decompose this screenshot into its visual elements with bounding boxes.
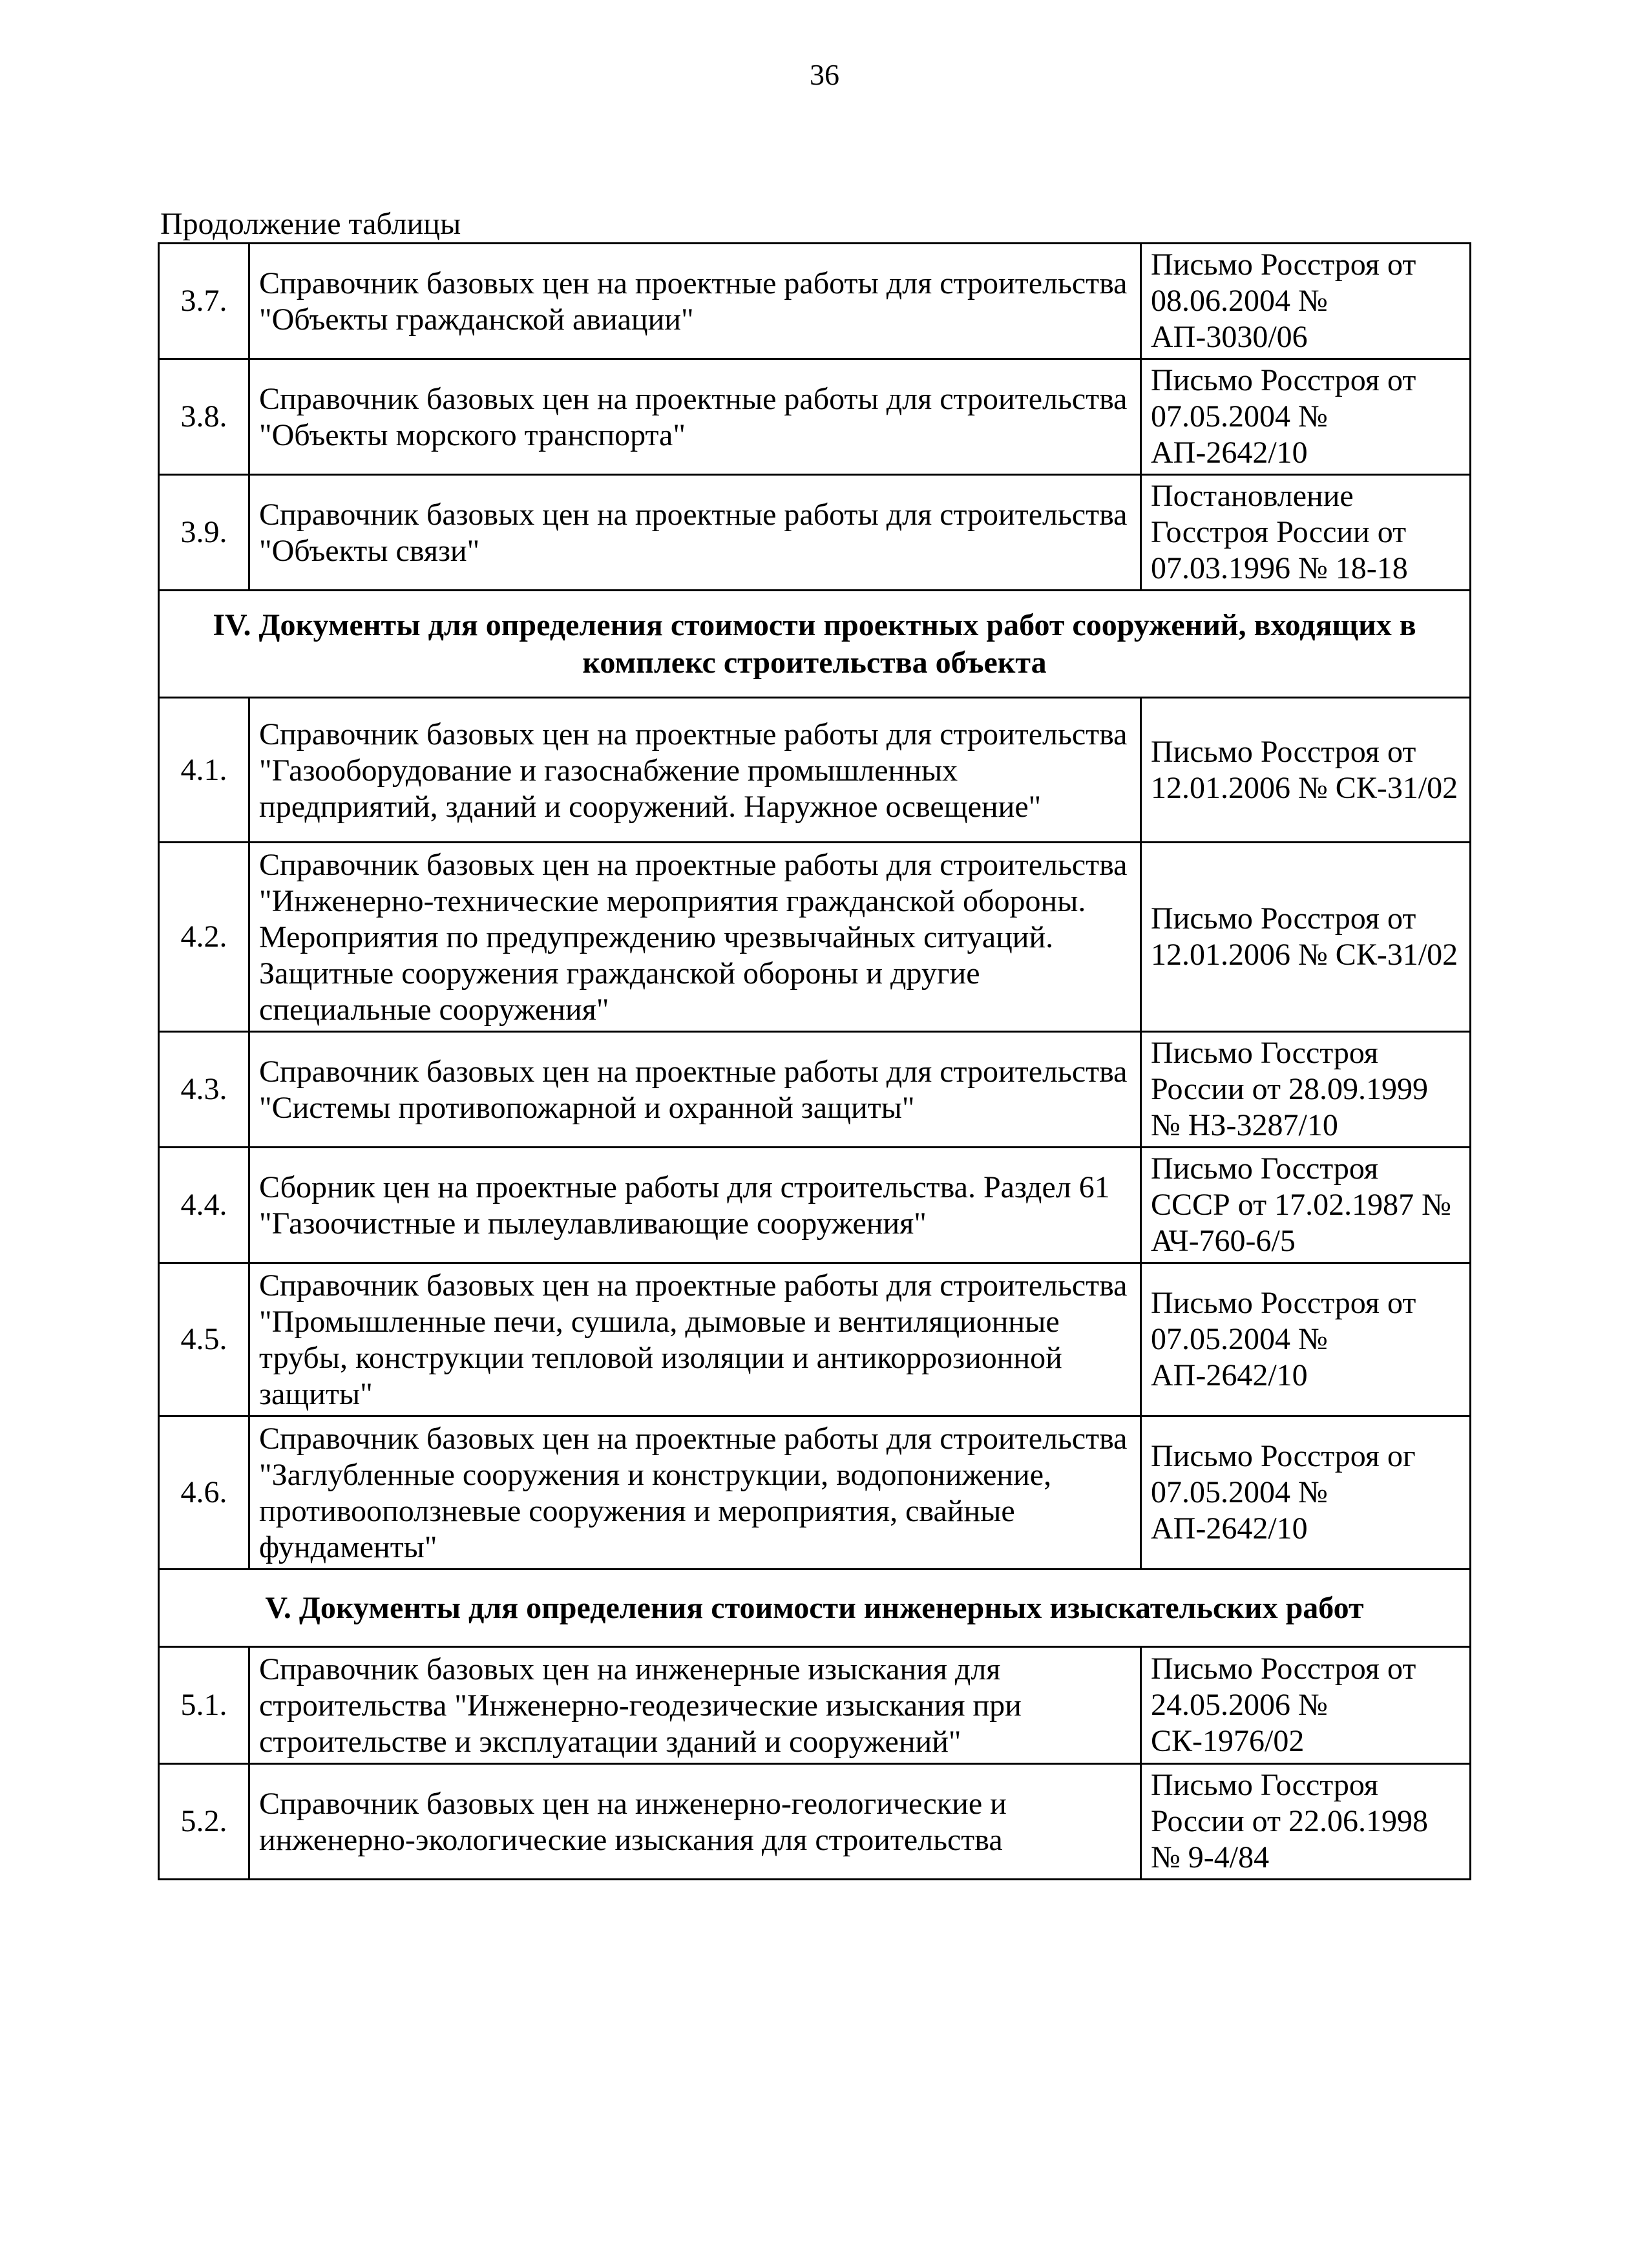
table-continuation-label: Продолжение таблицы: [160, 207, 461, 241]
item-title: Справочник базовых цен на проектные работы для строительства "Газооборудование и газоснабжение промышленных предприятий, зданий и сооружений. Наружное освещение": [249, 698, 1141, 843]
item-title: Справочник базовых цен на проектные работы для строительства "Системы противопожарной и охранной защиты": [249, 1032, 1141, 1148]
item-number: 3.7.: [159, 244, 249, 359]
table-row: [159, 359, 1471, 475]
item-title: Сборник цен на проектные работы для строительства. Раздел 61 "Газоочистные и пылеулавливающие сооружения": [249, 1148, 1141, 1263]
item-title: Справочник базовых цен на проектные работы для строительства "Инженерно-технические мероприятия гражданской обороны. Мероприятия по предупреждению чрезвычайных ситуаций. Защитные сооружения гражданской обороны и другие специальные сооружения": [249, 843, 1141, 1032]
item-number: 5.2.: [159, 1764, 249, 1880]
section-title: V. Документы для определения стоимости инженерных изыскательских работ: [159, 1570, 1471, 1647]
table-row: [159, 1148, 1471, 1263]
item-reference: Постановление Госстроя России от 07.03.1996 № 18-18: [1141, 475, 1471, 591]
item-reference: Письмо Росстроя от 12.01.2006 № СК-31/02: [1141, 843, 1471, 1032]
table-row: [159, 1416, 1471, 1570]
item-title: Справочник базовых цен на проектные работы для строительства "Объекты гражданской авиации": [249, 244, 1141, 359]
table-row: [159, 843, 1471, 1032]
documents-table: [158, 242, 1471, 1880]
item-reference: Письмо Росстроя от 12.01.2006 № СК-31/02: [1141, 698, 1471, 843]
table-row: [159, 475, 1471, 591]
item-title: Справочник базовых цен на инженерно-геологические и инженерно-экологические изыскания для строительства: [249, 1764, 1141, 1880]
item-title: Справочник базовых цен на проектные работы для строительства "Объекты морского транспорта": [249, 359, 1141, 475]
item-number: 3.9.: [159, 475, 249, 591]
table-row: [159, 698, 1471, 843]
item-number: 4.3.: [159, 1032, 249, 1148]
item-reference: Письмо Росстроя от 08.06.2004 № АП-3030/06: [1141, 244, 1471, 359]
table-row: [159, 1647, 1471, 1764]
item-reference: Письмо Госстроя России от 28.09.1999 № НЗ-3287/10: [1141, 1032, 1471, 1148]
item-reference: Письмо Росстроя от 24.05.2006 № СК-1976/02: [1141, 1647, 1471, 1764]
item-number: 4.4.: [159, 1148, 249, 1263]
page-number: 36: [810, 58, 839, 91]
item-title: Справочник базовых цен на проектные работы для строительства "Промышленные печи, сушила, дымовые и вентиляционные трубы, конструкции тепловой изоляции и антикоррозионной защиты": [249, 1263, 1141, 1416]
item-title: Справочник базовых цен на проектные работы для строительства "Заглубленные сооружения и конструкции, водопонижение, противооползневые сооружения и мероприятия, свайные фундаменты": [249, 1416, 1141, 1570]
item-reference: Письмо Госстроя СССР от 17.02.1987 № АЧ-760-6/5: [1141, 1148, 1471, 1263]
item-number: 4.2.: [159, 843, 249, 1032]
item-number: 5.1.: [159, 1647, 249, 1764]
item-reference: Письмо Росстроя ог 07.05.2004 № АП-2642/10: [1141, 1416, 1471, 1570]
item-number: 4.6.: [159, 1416, 249, 1570]
item-number: 4.5.: [159, 1263, 249, 1416]
item-reference: Письмо Росстроя от 07.05.2004 № АП-2642/10: [1141, 359, 1471, 475]
item-number: 4.1.: [159, 698, 249, 843]
section-header-row: [159, 1570, 1471, 1647]
table-row: [159, 1764, 1471, 1880]
item-number: 3.8.: [159, 359, 249, 475]
item-title: Справочник базовых цен на проектные работы для строительства "Объекты связи": [249, 475, 1141, 591]
table-row: [159, 1263, 1471, 1416]
item-title: Справочник базовых цен на инженерные изыскания для строительства "Инженерно-геодезические изыскания при строительстве и эксплуатации зданий и сооружений": [249, 1647, 1141, 1764]
item-reference: Письмо Госстроя России от 22.06.1998 № 9-4/84: [1141, 1764, 1471, 1880]
table-row: [159, 1032, 1471, 1148]
table-row: [159, 244, 1471, 359]
section-header-row: [159, 591, 1471, 698]
item-reference: Письмо Росстроя от 07.05.2004 № АП-2642/10: [1141, 1263, 1471, 1416]
section-title: IV. Документы для определения стоимости проектных работ сооружений, входящих в комплекс строительства объекта: [159, 591, 1471, 698]
